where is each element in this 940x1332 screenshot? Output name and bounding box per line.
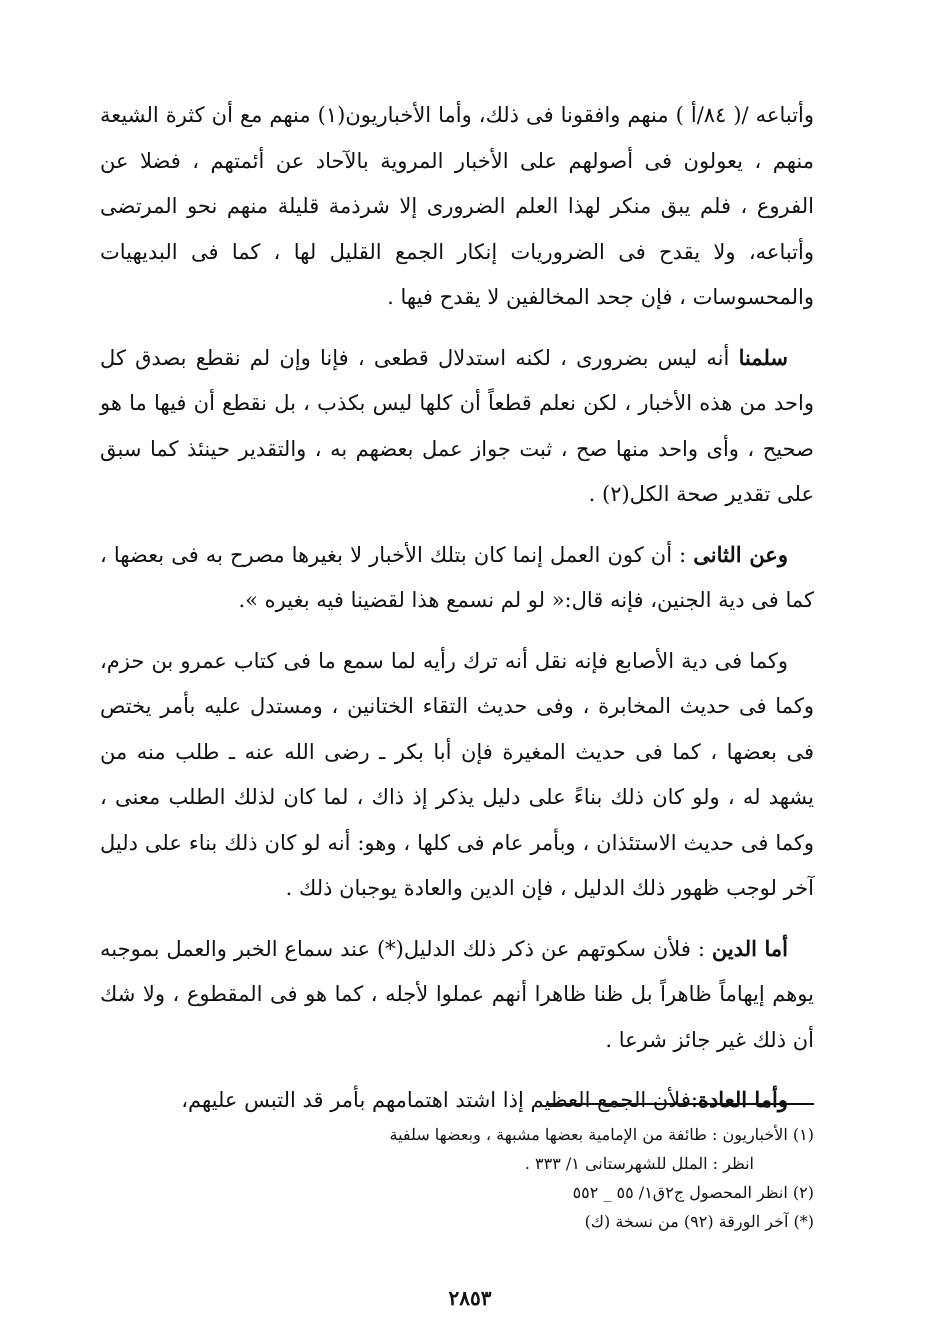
paragraph-lead: سلمنا xyxy=(738,344,788,370)
paragraph-5 xyxy=(100,926,814,1064)
paragraph-text: أنه ليس بضرورى ، لكنه استدلال قطعى ، فإنا وإن لم نقطع بصدق كل واحد من هذه الأخبار ، لكن نعلم قطعاً أن كلها ليس بكذب ، بل نقطع أن فيها ما هو صحيح ، وأى واحد منها صح ، ثبت جواز عمل بعضهم به ، والتقدير حينئذ كما سبق على تقدير صحة الكل(٢) . xyxy=(100,345,814,506)
footnote-divider xyxy=(546,1103,814,1105)
paragraph-text: : فلأن سكوتهم عن ذكر ذلك الدليل(*) عند سماع الخبر والعمل بموجبه يوهم إيهاماً ظاهراً بل ظنا ظاهرا أنهم عملوا لأجله ، كما هو فى المقطوع ، ولا شك أن ذلك غير جائز شرعا . xyxy=(100,936,814,1052)
paragraph-text: وكما فى دية الأصابع فإنه نقل أنه ترك رأيه لما سمع ما فى كتاب عمرو بن حزم، وكما فى حديث المخابرة ، وفى حديث التقاء الختانين ، ومستدل عليه بأمر يختص فى بعضها ، كما فى حديث المغيرة فإن أبا بكر ـ رضى الله عنه ـ طلب منه من يشهد له ، ولو كان ذلك بناءً على دليل يذكر إذ ذاك ، لما كان لذلك الطلب معنى ، وكما فى حديث الاستئذان ، وبأمر عام فى كلها ، وهو: أنه لو كان ذلك بناء على دليل آخر لوجب ظهور ذلك الدليل ، فإن الدين والعادة يوجبان ذلك . xyxy=(100,648,814,900)
paragraph-text: : أن كون العمل إنما كان بتلك الأخبار لا بغيرها مصرح به فى بعضها ، كما فى دية الجنين، فإنه قال:« لو لم نسمع هذا لقضينا فيه بغيره ». xyxy=(100,542,814,612)
footnote-3: (*) آخر الورقة (٩٢) من نسخة (ك) xyxy=(584,1212,814,1231)
paragraph-lead: وأما العادة xyxy=(697,1087,788,1112)
paragraph-1 xyxy=(100,92,814,321)
footnote-1-reference: انظر : الملل للشهرستانى ١/ ٣٣٣ . xyxy=(524,1154,754,1173)
paragraph-text: :فلأن الجمع العظيم إذا اشتد اهتمامهم بأمر قد التبس عليهم، xyxy=(181,1088,698,1112)
paragraph-2 xyxy=(100,335,814,518)
footnote-2: (٢) انظر المحصول ج٢ق١/ ٥٥ _ ٥٥٢ xyxy=(572,1183,814,1202)
footnote-1: (١) الأخباريون : طائفة من الإمامية بعضها مشبهة ، وبعضها سلفية xyxy=(389,1125,814,1144)
paragraph-3 xyxy=(100,532,814,624)
paragraph-lead: وعن الثانى xyxy=(693,541,788,567)
paragraph-lead: أما الدين xyxy=(711,935,788,961)
page-number: ٢٨٥٣ xyxy=(448,1286,492,1310)
paragraph-text: وأتباعه /( ٨٤/أ ) منهم وافقونا فى ذلك، وأما الأخباريون(١) منهم مع أن كثرة الشيعة منهم ، يعولون فى أصولهم على الأخبار المروية بالآحاد عن أئمتهم ، فضلا عن الفروع ، فلم يبق منكر لهذا العلم الضرورى إلا شرذمة قليلة منهم نحو المرتضى وأتباعه، ولا يقدح فى الضروريات إنكار الجمع القليل لها ، كما فى البديهيات والمحسوسات ، فإن جحد المخالفين لا يقدح فيها . xyxy=(100,103,815,309)
main-text xyxy=(100,92,814,1138)
paragraph-4 xyxy=(100,638,814,912)
paragraph-6 xyxy=(100,1077,814,1124)
footnotes xyxy=(200,1120,814,1236)
